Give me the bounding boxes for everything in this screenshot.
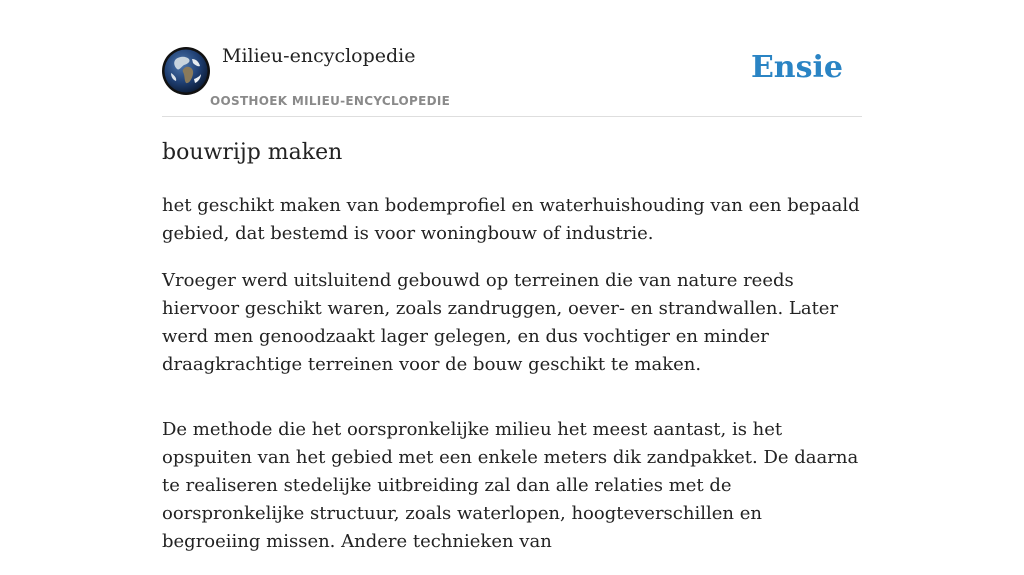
main-container — [162, 0, 862, 552]
entry-definition — [162, 192, 862, 575]
ensie-brand-logo[interactable]: Ensie — [750, 50, 843, 85]
definition-paragraph: De methode die het oorspronkelijke milieu het meest aantast, is het opspuiten van het gebied met een enkele meters dik zandpakket. De daarna te realiseren stedelijke uitbreiding zal dan alle relaties met de oorspronkelijke structuur, zoals waterlopen, hoogteverschillen en begroeiing missen. Andere technieken van — [162, 419, 859, 552]
earth-globe-icon — [162, 47, 210, 95]
site-subtitle: OOSTHOEK MILIEU-ENCYCLOPEDIE — [210, 94, 451, 108]
definition-paragraph: het geschikt maken van bodemprofiel en waterhuishouding van een bepaald gebied, dat bestemd is voor woningbouw of industrie. — [162, 195, 860, 244]
definition-paragraph: Vroeger werd uitsluitend gebouwd op terreinen die van nature reeds hiervoor geschikt waren, zoals zandruggen, oever- en strandwallen. Later werd men genoodzaakt lager gelegen, en dus vochtiger en minder draagkrachtige terreinen voor de bouw geschikt te maken. — [162, 270, 839, 375]
site-title-link[interactable]: Milieu-encyclopedie — [222, 45, 416, 67]
site-logo[interactable] — [162, 47, 210, 95]
site-header — [162, 0, 862, 117]
entry-term-heading: bouwrijp maken — [162, 140, 343, 165]
